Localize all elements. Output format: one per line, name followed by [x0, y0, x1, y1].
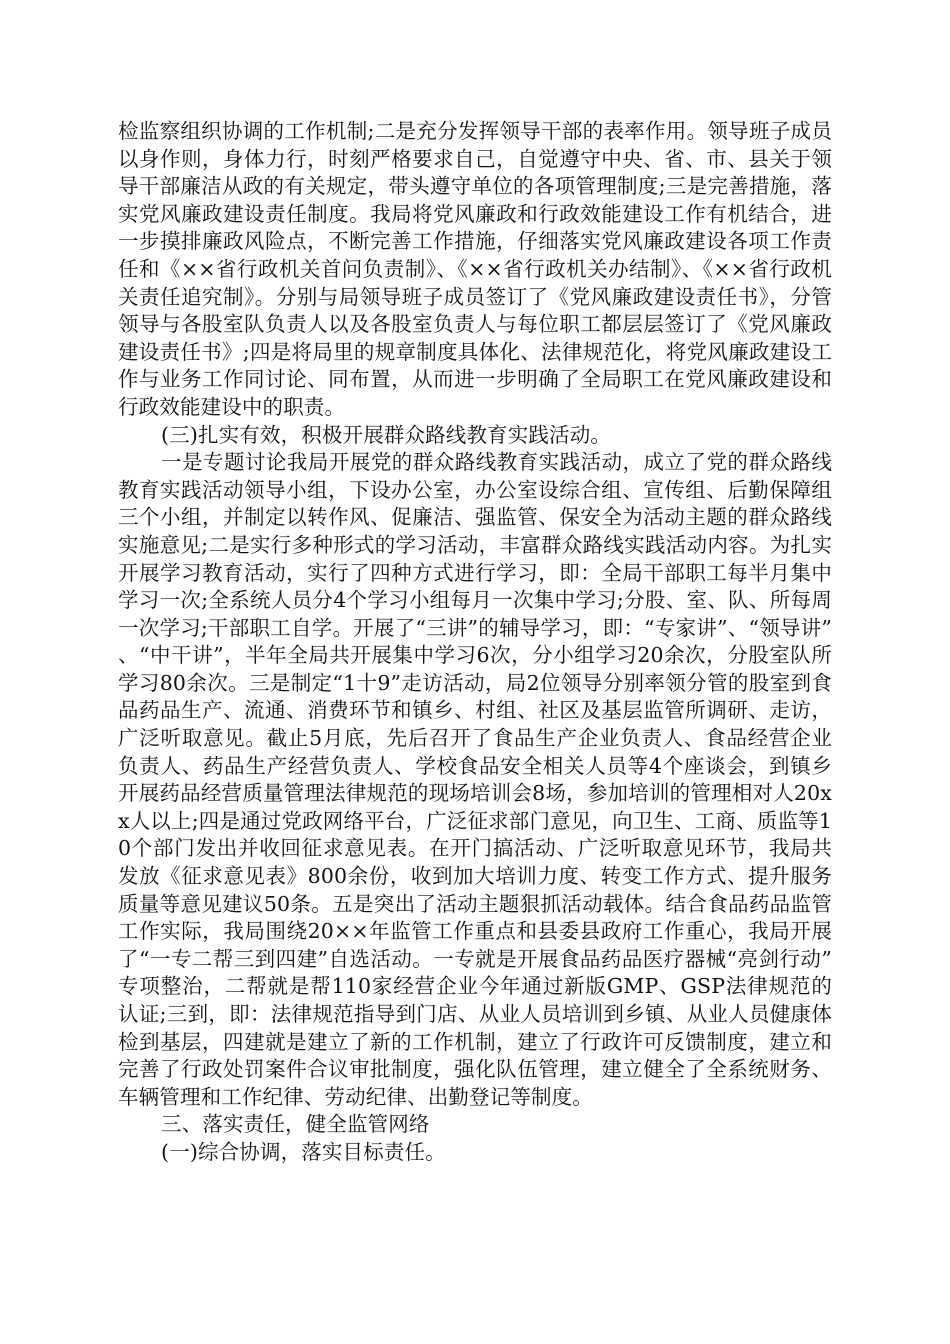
body-paragraph-continued: 检监察组织协调的工作机制;二是充分发挥领导干部的表率作用。领导班子成员以身作则，身体力行，时刻严格要求自己，自觉遵守中央、省、市、县关于领导干部廉洁从政的有关规定，带头遵守单位的各项管理制度;三是完善措施，落实党风廉政建设责任制度。我局将党风廉政和行政效能建设工作有机结合，进一步摸排廉政风险点，不断完善工作措施，仔细落实党风廉政建设各项工作责任和《××省行政机关首问负责制》、《××省行政机关办结制》、《××省行政机关责任追究制》。分别与局领导班子成员签订了《党风廉政建设责任书》，分管领导与各股室队负责人以及各股室负责人与每位职工都层层签订了《党风廉政建设责任书》;四是将局里的规章制度具体化、法律规范化，将党风廉政建设工作与业务工作同讨论、同布置，从而进一步明确了全局职工在党风廉政建设和行政效能建设中的职责。: [118, 119, 832, 419]
subsection-heading-1: (一)综合协调，落实目标责任。: [161, 1139, 446, 1164]
subsection-heading-3: (三)扎实有效，积极开展群众路线教育实践活动。: [161, 422, 611, 447]
document-page: [118, 118, 832, 1167]
body-paragraph-mass-line: 一是专题讨论我局开展党的群众路线教育实践活动，成立了党的群众路线教育实践活动领导小组，下设办公室，办公室设综合组、宣传组、后勤保障组三个小组，并制定以转作风、促廉洁、强监管、保安全为活动主题的群众路线实施意见;二是实行多种形式的学习活动，丰富群众路线实践活动内容。为扎实开展学习教育活动，实行了四种方式进行学习，即：全局干部职工每半月集中学习一次;全系统人员分4个学习小组每月一次集中学习;分股、室、队、所每周一次学习;干部职工自学。开展了“三讲”的辅导学习，即：“专家讲”、“领导讲”、“中干讲”，半年全局共开展集中学习6次，分小组学习20余次，分股室队所学习80余次。三是制定“1十9”走访活动，局2位领导分别率领分管的股室到食品药品生产、流通、消费环节和镇乡、村组、社区及基层监管所调研、走访，广泛听取意见。截止5月底，先后召开了食品生产企业负责人、食品经营企业负责人、药品生产经营负责人、学校食品安全相关人员等4个座谈会，到镇乡开展药品经营质量管理法律规范的现场培训会8场，参加培训的管理相对人20xx人以上;四是通过党政网络平台，广泛征求部门意见，向卫生、工商、质监等10个部门发出并收回征求意见表。在开门搞活动、广泛听取意见环节，我局共发放《征求意见表》800余份，收到加大培训力度、转变工作方式、提升服务质量等意见建议50条。五是突出了活动主题狠抓活动载体。结合食品药品监管工作实际，我局围绕20××年监管工作重点和县委县政府工作重心，我局开展了“一专二帮三到四建”自选活动。一专就是开展食品药品医疗器械“亮剑行动” 专项整治，二帮就是帮110家经营企业今年通过新版GMP、GSP法律规范的认证;三到，即：法律规范指导到门店、从业人员培训到乡镇、从业人员健康体检到基层，四建就是建立了新的工作机制，建立了行政许可反馈制度，建立和完善了行政处罚案件合议审批制度，强化队伍管理，建立健全了全系统财务、车辆管理和工作纪律、劳动纪律、出勤登记等制度。: [118, 450, 832, 1109]
section-heading-3: 三、落实责任，健全监管网络: [161, 1112, 430, 1137]
